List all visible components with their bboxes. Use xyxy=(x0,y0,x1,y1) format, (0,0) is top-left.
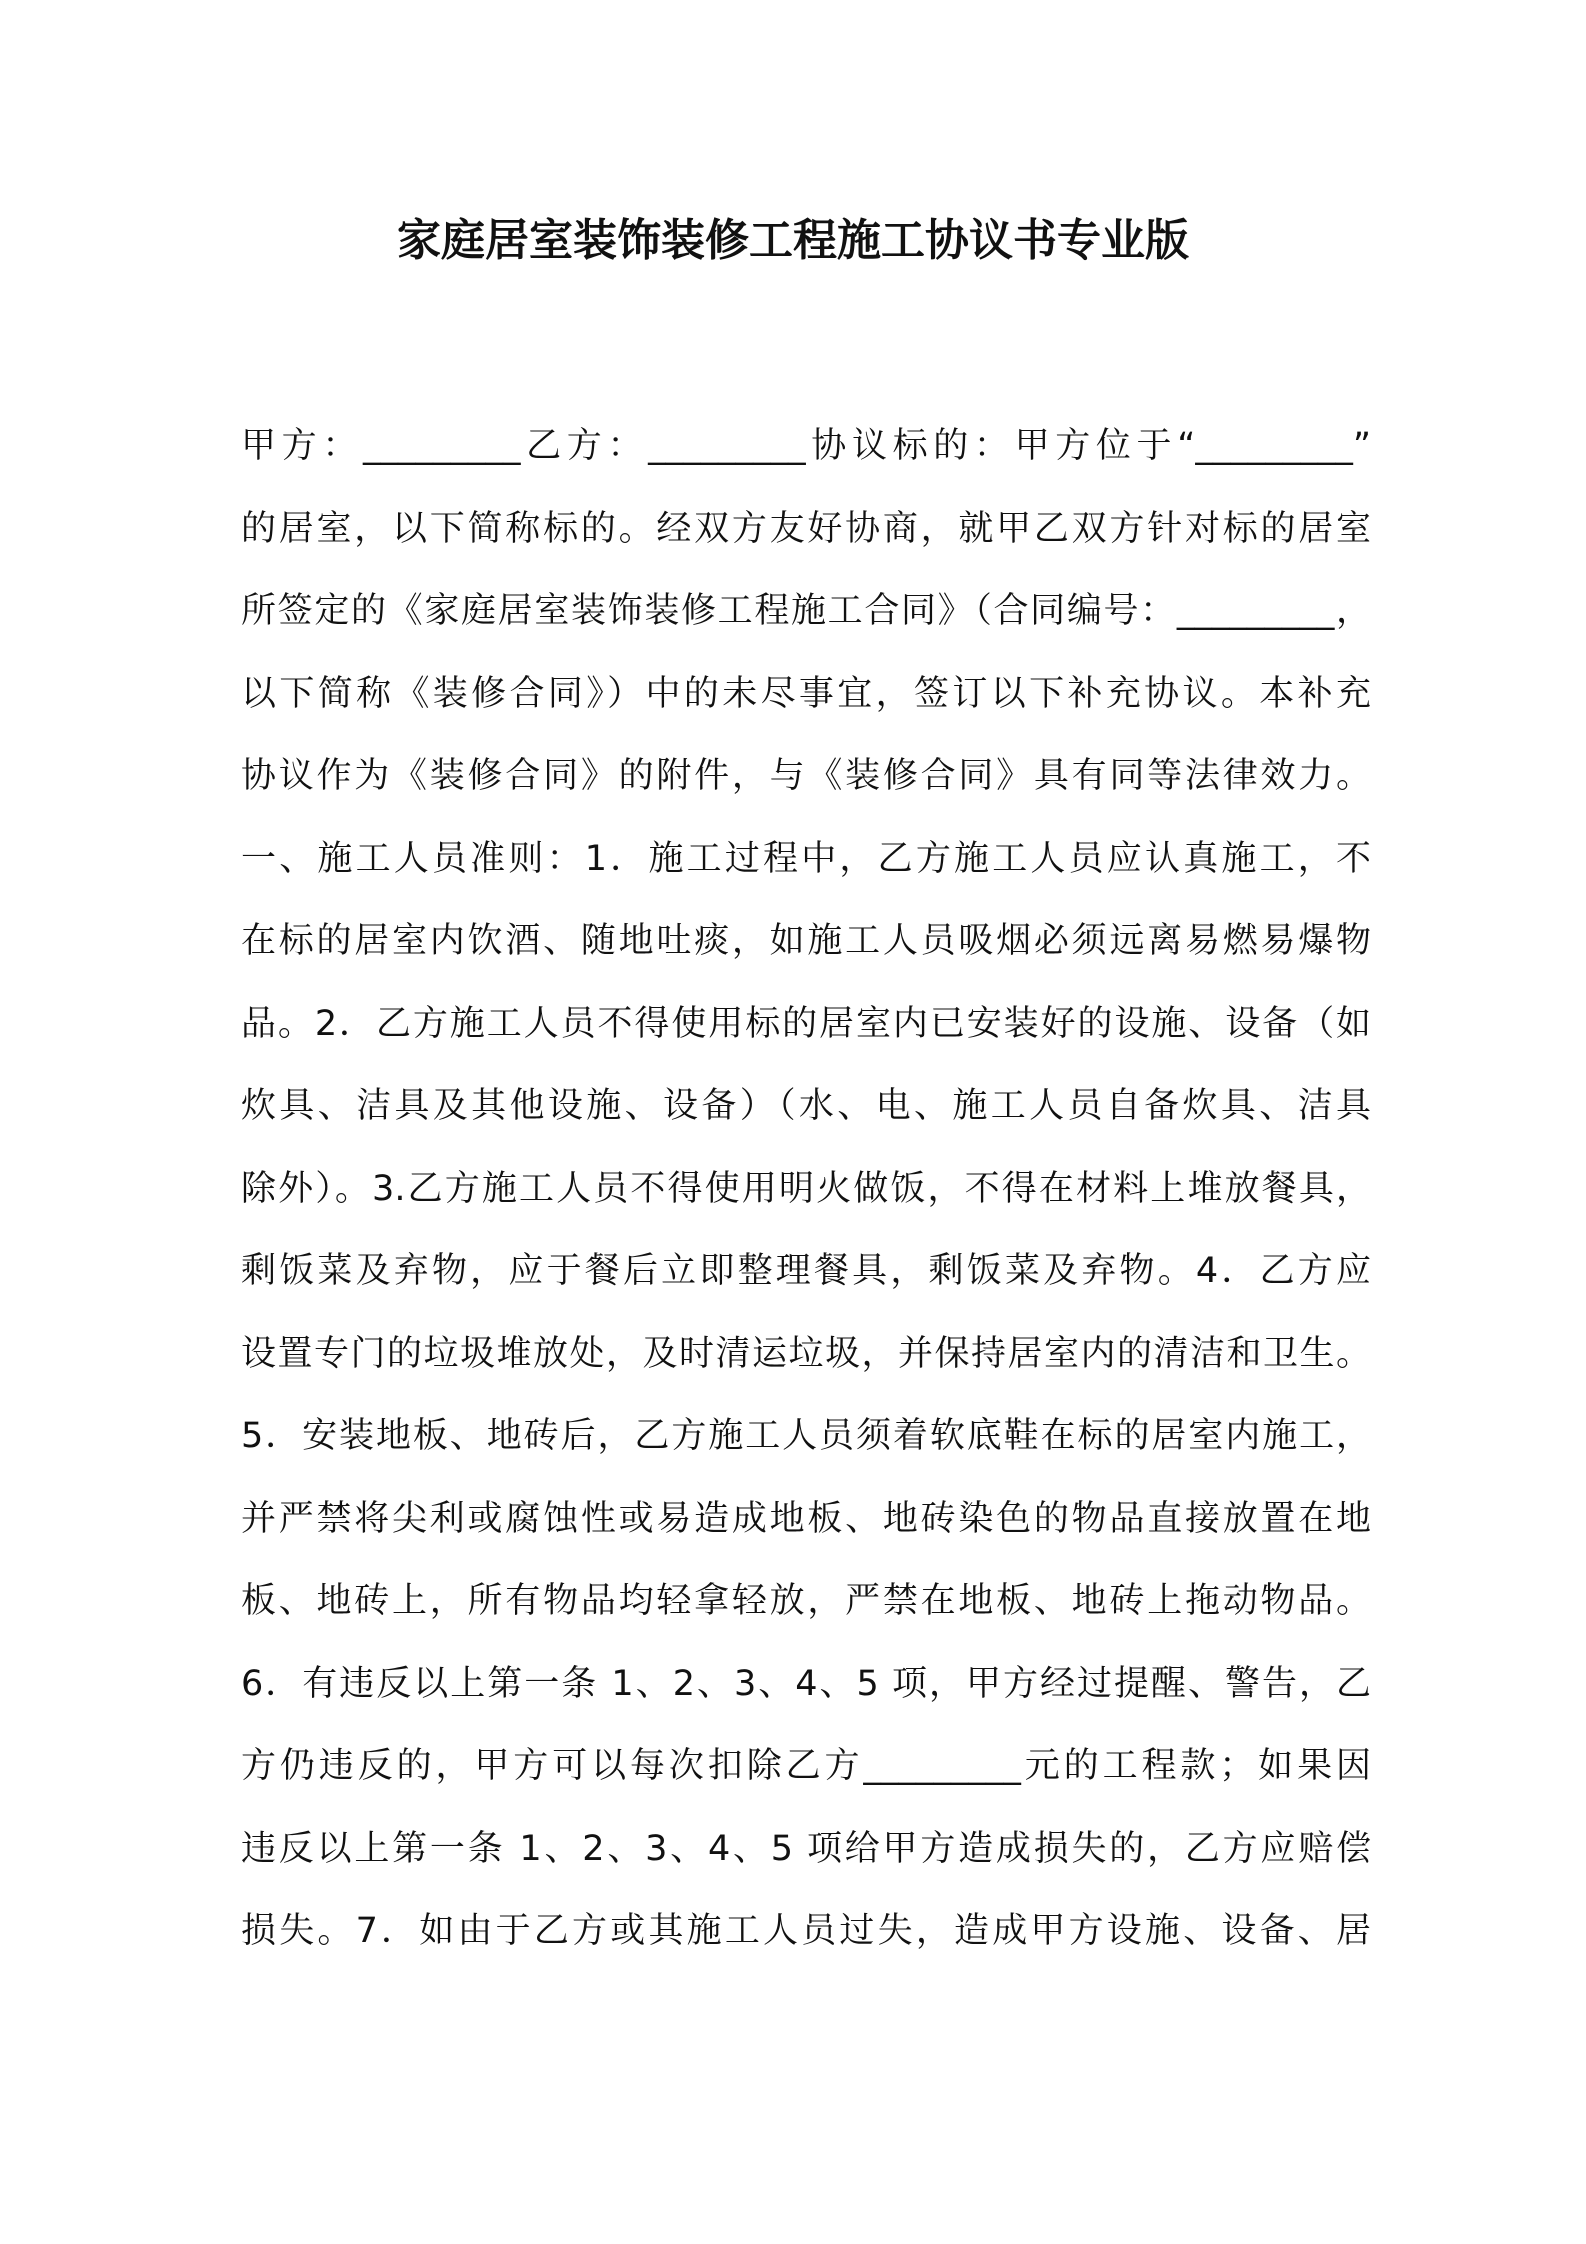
body-line: 在标的居室内饮酒、随地吐痰，如施工人员吸烟必须远离易燃易爆物 xyxy=(241,921,1371,961)
body-line: 设置专门的垃圾堆放处，及时清运垃圾，并保持居室内的清洁和卫生。 xyxy=(241,1333,1371,1374)
body-line: 方仍违反的，甲方可以每次扣除乙方_________元的工程款；如果因 xyxy=(241,1746,1371,1786)
body-line: 6．有违反以上第一条 1、2、3、4、5 项，甲方经过提醒、警告，乙 xyxy=(241,1663,1371,1704)
body-line: 品。2．乙方施工人员不得使用标的居室内已安装好的设施、设备（如 xyxy=(241,1003,1371,1044)
body-line: 损失。7．如由于乙方或其施工人员过失，造成甲方设施、设备、居 xyxy=(241,1911,1371,1951)
body-line: 一、施工人员准则：1．施工过程中，乙方施工人员应认真施工，不 xyxy=(241,838,1371,879)
body-line: 板、地砖上，所有物品均轻拿轻放，严禁在地板、地砖上拖动物品。 xyxy=(241,1581,1371,1621)
body-line: 剩饭菜及弃物，应于餐后立即整理餐具，剩饭菜及弃物。4．乙方应 xyxy=(241,1251,1371,1291)
body-line: 违反以上第一条 1、2、3、4、5 项给甲方造成损失的，乙方应赔偿 xyxy=(241,1828,1371,1869)
body-line: 以下简称《装修合同》）中的未尽事宜，签订以下补充协议。本补充 xyxy=(241,673,1371,714)
document-title: 家庭居室装饰装修工程施工协议书专业版 xyxy=(397,215,1189,266)
body-line: 5．安装地板、地砖后，乙方施工人员须着软底鞋在标的居室内施工， xyxy=(241,1416,1371,1456)
body-line: 协议作为《装修合同》的附件，与《装修合同》具有同等法律效力。 xyxy=(241,756,1371,796)
body-line: 所签定的《家庭居室装饰装修工程施工合同》（合同编号：_________， xyxy=(241,591,1371,631)
body-line: 甲方：_________乙方：_________协议标的：甲方位于“_________” xyxy=(241,426,1371,466)
body-line: 炊具、洁具及其他设施、设备）（水、电、施工人员自备炊具、洁具 xyxy=(241,1086,1371,1126)
document-body xyxy=(241,405,1371,1973)
body-line: 除外）。3.乙方施工人员不得使用明火做饭，不得在材料上堆放餐具， xyxy=(241,1168,1371,1209)
body-line: 的居室，以下简称标的。经双方友好协商，就甲乙双方针对标的居室 xyxy=(241,508,1371,549)
body-line: 并严禁将尖利或腐蚀性或易造成地板、地砖染色的物品直接放置在地 xyxy=(241,1498,1371,1539)
